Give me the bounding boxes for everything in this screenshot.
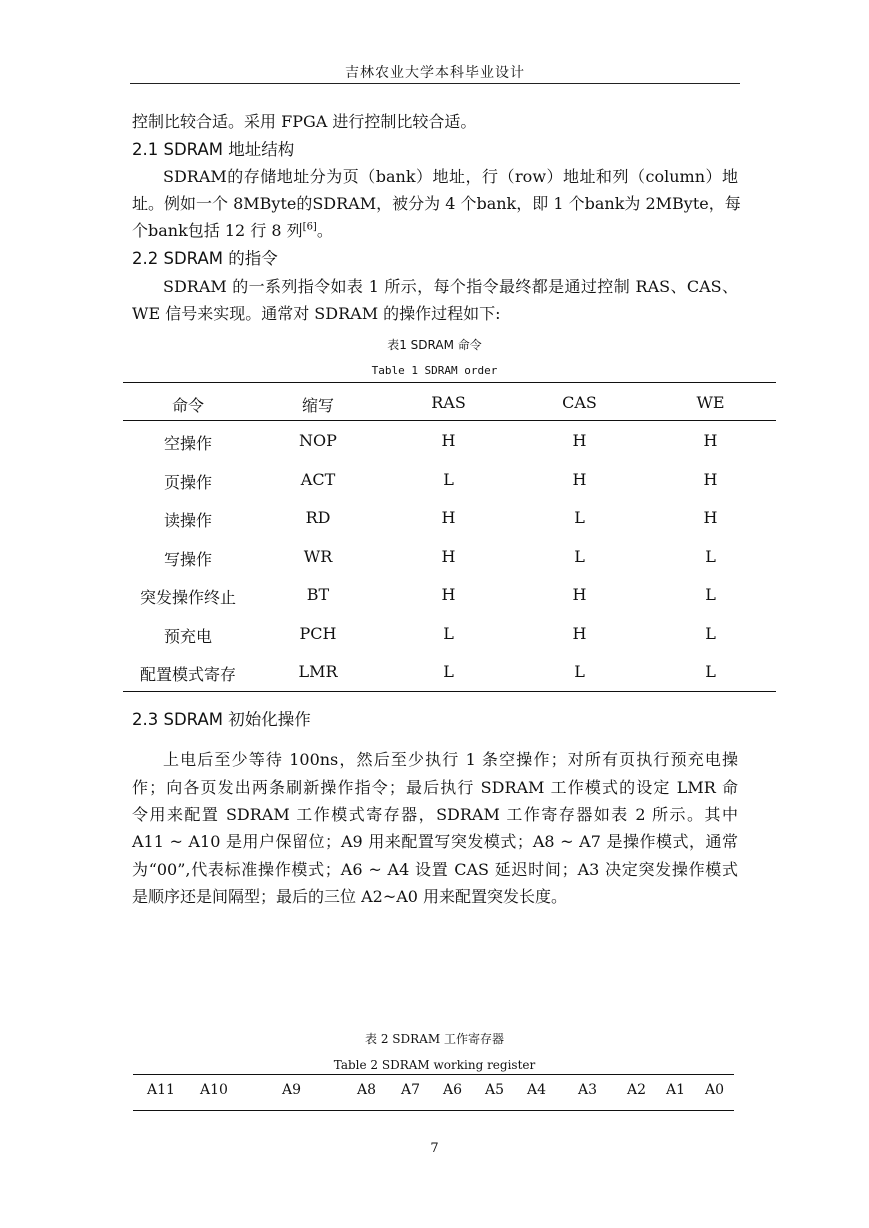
table-cell: H — [572, 431, 587, 450]
page-header: 吉林农业大学本科毕业设计 — [345, 65, 525, 81]
table-header-cell: 缩写 — [301, 396, 334, 415]
table-cell: H — [572, 624, 587, 643]
table-cell: H — [703, 508, 718, 527]
table-cell: H — [441, 547, 456, 566]
table-cell: 预充电 — [163, 627, 212, 646]
table-header-cell: A3 — [578, 1082, 598, 1098]
table-cell: L — [443, 470, 454, 489]
table-cell: L — [705, 662, 716, 681]
table-cell: 读操作 — [163, 511, 212, 530]
table-cell: H — [572, 470, 587, 489]
paragraph-line: A11 ~ A10 是用户保留位；A9 用来配置写突发模式；A8 ~ A7 是操作模式，通常 — [132, 832, 738, 851]
table-cell: H — [441, 431, 456, 450]
table-rule — [123, 420, 776, 421]
paragraph-text: 个bank包括 12 行 8 列 — [132, 221, 303, 240]
paragraph-line: WE 信号来实现。通常对 SDRAM 的操作过程如下: — [132, 304, 501, 323]
table-cell: L — [443, 624, 454, 643]
table-cell: 页操作 — [163, 473, 212, 492]
table-cell: ACT — [300, 470, 336, 489]
table-cell: 写操作 — [163, 550, 212, 569]
table-rule — [123, 691, 776, 692]
table-header-cell: A10 — [200, 1082, 228, 1098]
paragraph-intro: 控制比较合适。采用 FPGA 进行控制比较合适。 — [132, 112, 477, 131]
table-cell: L — [574, 662, 585, 681]
table-rule — [133, 1110, 734, 1111]
table-cell: L — [574, 508, 585, 527]
table-cell: PCH — [299, 624, 337, 643]
paragraph-line: 址。例如一个 8MByte的SDRAM，被分为 4 个bank，即 1 个bank为 2MByte，每 — [132, 194, 741, 213]
table-header-cell: A0 — [705, 1082, 725, 1098]
table-rule — [133, 1074, 734, 1075]
table-cell: RD — [305, 508, 331, 527]
page-number: 7 — [430, 1141, 439, 1156]
table-cell: 突发操作终止 — [139, 588, 236, 607]
table-cell: L — [705, 624, 716, 643]
table2-caption-cn: 表 2 SDRAM 工作寄存器 — [365, 1032, 504, 1046]
table-cell: LMR — [298, 662, 338, 681]
table-cell: H — [703, 470, 718, 489]
table-header-cell: WE — [696, 393, 725, 412]
citation: [6] — [302, 221, 317, 233]
header-rule — [130, 83, 740, 84]
table-cell: H — [703, 431, 718, 450]
table-header-cell: A11 — [147, 1082, 175, 1098]
section-heading-2-3: 2.3 SDRAM 初始化操作 — [132, 710, 311, 729]
section-heading-2-1: 2.1 SDRAM 地址结构 — [132, 140, 295, 159]
table-cell: H — [441, 585, 456, 604]
table-header-cell: 命令 — [171, 396, 204, 415]
paragraph-line: SDRAM 的一系列指令如表 1 所示，每个指令最终都是通过控制 RAS、CAS、 — [163, 277, 738, 296]
table-header-cell: A2 — [627, 1082, 647, 1098]
section-heading-2-2: 2.2 SDRAM 的指令 — [132, 249, 278, 268]
table1 — [123, 382, 776, 692]
table1-caption-en: Table 1 SDRAM order — [371, 364, 498, 377]
table-cell: L — [705, 585, 716, 604]
table-header-cell: CAS — [562, 393, 597, 412]
paragraph-line: 令用来配置 SDRAM 工作模式寄存器，SDRAM 工作寄存器如表 2 所示。其中 — [132, 805, 738, 824]
table-cell: 配置模式寄存 — [139, 665, 236, 684]
table-header-cell: A9 — [282, 1082, 302, 1098]
table-rule — [123, 382, 776, 383]
table-header-cell: A6 — [443, 1082, 463, 1098]
table-header-cell: RAS — [431, 393, 466, 412]
table-cell: BT — [306, 585, 330, 604]
table-cell: L — [705, 547, 716, 566]
table-header-cell: A7 — [401, 1082, 421, 1098]
table-header-cell: A4 — [527, 1082, 547, 1098]
table-cell: WR — [303, 547, 333, 566]
table-cell: L — [574, 547, 585, 566]
table2-caption-en: Table 2 SDRAM working register — [333, 1058, 536, 1072]
paragraph-line: 上电后至少等待 100ns，然后至少执行 1 条空操作；对所有页执行预充电操 — [163, 750, 738, 769]
table1-caption-cn: 表1 SDRAM 命令 — [387, 338, 482, 352]
paragraph-line: SDRAM的存储地址分为页（bank）地址，行（row）地址和列（column）地 — [163, 167, 738, 186]
paragraph-line — [132, 221, 738, 241]
table-cell: 空操作 — [163, 434, 212, 453]
table-cell: H — [572, 585, 587, 604]
paragraph-line: 作；向各页发出两条刷新操作指令；最后执行 SDRAM 工作模式的设定 LMR 命 — [132, 778, 738, 797]
table-header-cell: A1 — [666, 1082, 686, 1098]
table-cell: L — [443, 662, 454, 681]
paragraph-line: 是顺序还是间隔型；最后的三位 A2~A0 用来配置突发长度。 — [132, 887, 568, 906]
paragraph-line: 为“00”,代表标准操作模式；A6 ~ A4 设置 CAS 延迟时间；A3 决定突发操作模式 — [132, 860, 738, 879]
paragraph-text: 。 — [316, 221, 333, 240]
table-cell: H — [441, 508, 456, 527]
table-header-cell: A5 — [485, 1082, 505, 1098]
table-cell: NOP — [299, 431, 337, 450]
table-header-cell: A8 — [357, 1082, 377, 1098]
